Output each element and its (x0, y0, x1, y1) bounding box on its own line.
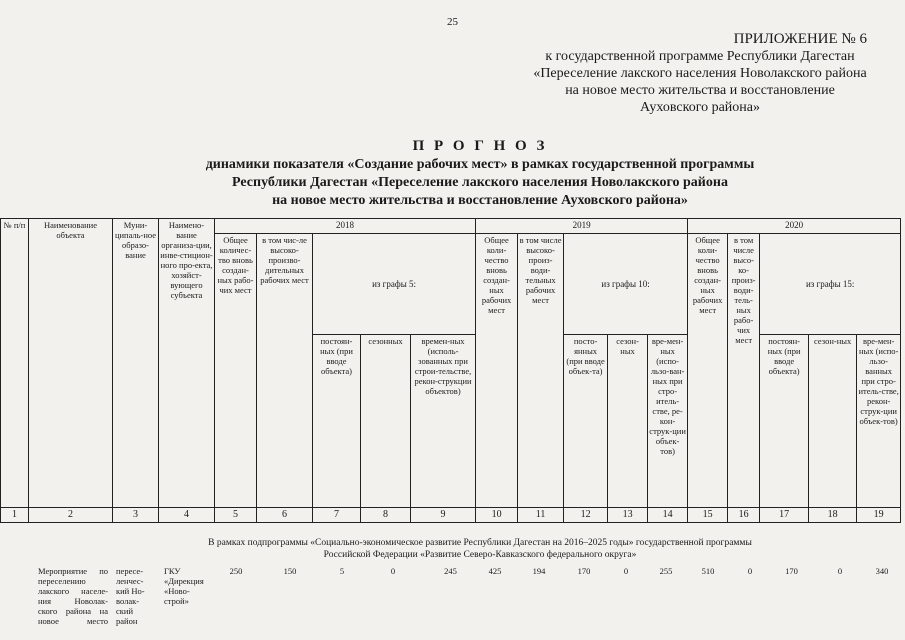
row-value-col8: 0 (390, 566, 396, 576)
header-of-col15: из графы 15: (760, 234, 901, 335)
subprogram-note (150, 537, 810, 561)
row-value-col15: 510 (701, 566, 715, 576)
header-highprod-2020: в том числе высо-ко-произ-води-тель-ных рабо-чих мест (728, 234, 760, 508)
column-number: 1 (1, 508, 29, 523)
header-temporary-2019: вре-мен-ных (испо-льзо-ван-ных при стро-итель-стве, ре-кон-струк-ции объек-тов) (648, 335, 688, 508)
column-number: 2 (29, 508, 113, 523)
text-line: новое место (38, 616, 108, 626)
header-of-col5: из графы 5: (313, 234, 476, 335)
page-number: 25 (447, 16, 458, 28)
text-line: переселению (38, 576, 86, 586)
column-number: 7 (313, 508, 361, 523)
appendix-line: на новое место жительства и восстановление (565, 83, 835, 98)
text-line: строй» (164, 596, 189, 606)
column-number: 6 (257, 508, 313, 523)
header-total-2019: Общее коли-чество вновь создан-ных рабочих мест (476, 234, 518, 508)
row-value-col16: 0 (747, 566, 753, 576)
header-organization: Наимено-вание организа-ции, инве-стицион-ного про-екта, хозяйст-вующего субъекта (159, 219, 215, 508)
row-value-col12: 170 (577, 566, 591, 576)
header-permanent-2020: постоян-ных (при вводе объекта) (760, 335, 809, 508)
heading-line: на новое место жительства и восстановление Ауховского района» (272, 193, 688, 208)
appendix-line: Ауховского района» (639, 100, 761, 115)
appendix-line: к государственной программе Республики Дагестан (545, 49, 855, 64)
header-year-2019: 2019 (476, 219, 688, 234)
header-highprod-2018: в том чис-ле высоко-произво-дительных рабочих мест (257, 234, 313, 508)
heading-title: П Р О Г Н О З (412, 138, 548, 154)
text-line: ния Новолак- (38, 596, 108, 606)
header-seasonal-2020: сезон-ных (809, 335, 857, 508)
header-of-col10: из графы 10: (564, 234, 688, 335)
header-municipality: Муни-ципаль-ное образо-вание (113, 219, 159, 508)
column-number: 14 (648, 508, 688, 523)
header-year-2018: 2018 (215, 219, 476, 234)
text-line: кий Но- (116, 586, 145, 596)
document-heading (100, 137, 860, 210)
column-number: 16 (728, 508, 760, 523)
text-line: район (116, 616, 138, 626)
text-line: «Дирекция (164, 576, 204, 586)
row-value-col10: 425 (488, 566, 502, 576)
subprogram-note-line: Российской Федерации «Развитие Северо-Кавказского федерального округа» (323, 550, 637, 560)
header-total-2018: Общее количес-тво вновь создан-ных рабо-чих мест (215, 234, 257, 508)
header-year-2020: 2020 (688, 219, 901, 234)
row-organization (164, 566, 214, 606)
column-number: 17 (760, 508, 809, 523)
appendix-line: «Переселение лакского населения Новолакского района (533, 66, 867, 81)
column-number: 19 (857, 508, 901, 523)
text-line: ский (116, 606, 133, 616)
appendix-title: ПРИЛОЖЕНИЕ № 6 (733, 31, 867, 47)
header-seasonal-2019: сезон-ных (608, 335, 648, 508)
header-temporary-2020: вре-мен-ных (испо-льзо-ванных при стро-итель-стве, рекон-струк-ции объек-тов) (857, 335, 901, 508)
row-value-col19: 340 (875, 566, 889, 576)
row-value-col13: 0 (623, 566, 629, 576)
column-number: 4 (159, 508, 215, 523)
header-permanent-2018: постоян-ных (при вводе объекта) (313, 335, 361, 508)
row-value-col7: 5 (339, 566, 345, 576)
column-number: 10 (476, 508, 518, 523)
row-object-name (38, 566, 108, 626)
text-line: Мероприятие по (38, 566, 108, 576)
header-object: Наименование объекта (29, 219, 113, 508)
heading-line: динамики показателя «Создание рабочих мест» в рамках государственной программы (205, 157, 755, 172)
header-seasonal-2018: сезонных (361, 335, 411, 508)
column-number: 15 (688, 508, 728, 523)
row-value-col11: 194 (532, 566, 546, 576)
column-number: 9 (411, 508, 476, 523)
column-number: 18 (809, 508, 857, 523)
row-value-col6: 150 (283, 566, 297, 576)
text-line: ГКУ (164, 566, 181, 576)
text-line: ленчес- (116, 576, 144, 586)
text-line: волак- (116, 596, 140, 606)
row-value-col5: 250 (229, 566, 243, 576)
column-number: 12 (564, 508, 608, 523)
row-value-col14: 255 (659, 566, 673, 576)
header-num: № п/п (1, 219, 29, 508)
row-value-col9: 245 (444, 566, 457, 576)
subprogram-note-line: В рамках подпрограммы «Социально-экономическое развитие Республики Дагестан на 2016–2025 годы» государственной программы (208, 538, 752, 548)
appendix-block (505, 31, 895, 116)
forecast-table (0, 218, 901, 523)
column-number: 3 (113, 508, 159, 523)
column-number: 8 (361, 508, 411, 523)
row-municipality (116, 566, 156, 626)
header-total-2020: Общее коли-чество вновь создан-ных рабочих мест (688, 234, 728, 508)
text-line: пересе- (116, 566, 144, 576)
column-number: 5 (215, 508, 257, 523)
header-highprod-2019: в том числе высоко-произ-води-тельных рабочих мест (518, 234, 564, 508)
text-line: ского района на (38, 606, 108, 616)
column-number: 11 (518, 508, 564, 523)
text-line: лакского населе- (38, 586, 108, 596)
header-permanent-2019: посто-янных (при вводе объек-та) (564, 335, 608, 508)
header-temporary-2018: времен-ных (исполь-зованных при строи-тельстве, рекон-струкции объектов) (411, 335, 476, 508)
row-value-col17: 170 (785, 566, 798, 576)
row-value-col18: 0 (837, 566, 843, 576)
text-line: «Ново- (164, 586, 190, 596)
table-row (0, 566, 905, 640)
heading-line: Республики Дагестан «Переселение лакского населения Новолакского района (232, 175, 728, 190)
column-number: 13 (608, 508, 648, 523)
